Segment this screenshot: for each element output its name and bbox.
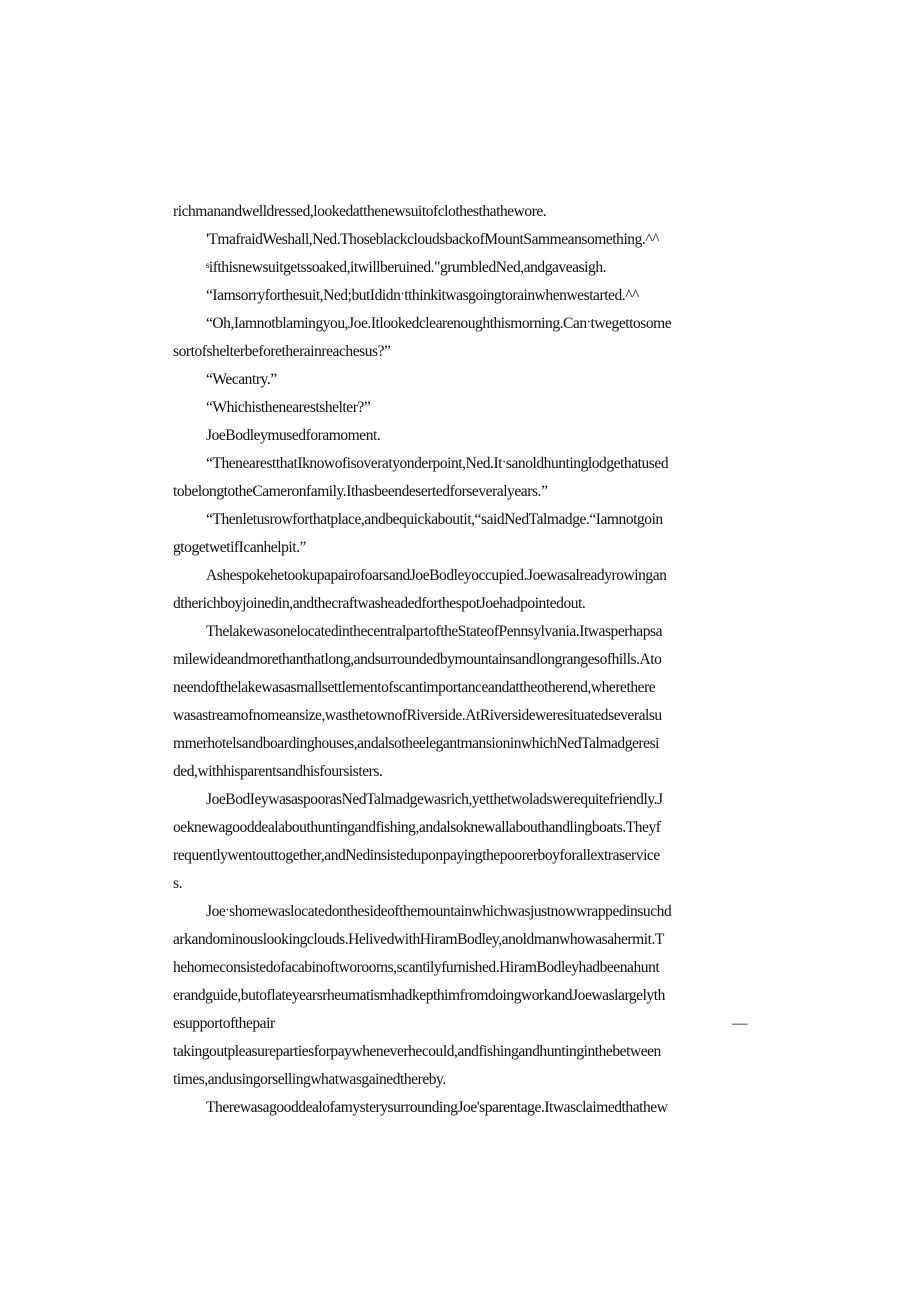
text-line: gtogetwetifIcanhelpit.” xyxy=(173,539,306,556)
text-line: tobelongtotheCameronfamily.Ithasbeendesertedforseveralyears.” xyxy=(173,483,548,500)
em-dash: — xyxy=(731,1015,747,1032)
text-line: times,andusingorsellingwhatwasgainedthereby. xyxy=(173,1071,446,1088)
text-line: “Wecantry.” xyxy=(206,371,277,388)
text-line: wasastreamofnomeansize,wasthetownofRiverside.AtRiversideweresituatedseveralsu xyxy=(173,707,662,724)
text-line: “Whichisthenearestshelter?” xyxy=(206,399,371,416)
text-line: “Oh,Iamnotblamingyou,Joe.Itlookedclearenoughthismorning.Canˑtwegettosome xyxy=(206,315,672,332)
text-line: AshespokehetookupapairofoarsandJoeBodleyoccupied.Joewasalreadyrowingan xyxy=(206,567,667,584)
text-line: arkandominouslookingclouds.HelivedwithHiramBodley,anoldmanwhowasahermit.T xyxy=(173,931,664,948)
body-text xyxy=(173,198,749,1122)
text-line: erandguide,butoflateyearsrheumatismhadkepthimfromdoingworkandJoewaslargelyth xyxy=(173,987,665,1004)
text-line: Joeˑshomewaslocatedonthesideofthemountainwhichwasjustnowwrappedinsuchd xyxy=(206,903,672,920)
text-line: JoeBodIeywasaspoorasNedTalmadgewasrich,yetthetwoladswerequitefriendly.J xyxy=(206,791,663,808)
text-line: s. xyxy=(173,875,183,892)
text-line: ded,withhisparentsandhisfoursisters. xyxy=(173,763,383,780)
text-line-with-dash xyxy=(173,1010,749,1038)
text-line: esupportofthepair xyxy=(173,1015,275,1032)
text-line: neendofthelakewasasmallsettlementofscantimportanceandattheotherend,wherethere xyxy=(173,679,656,696)
text-line: dtherichboyjoinedin,andthecraftwasheadedforthespotJoehadpointedout. xyxy=(173,595,586,612)
text-line: hehomeconsistedofacabinoftworooms,scantilyfurnished.HiramBodleyhadbeenahunt xyxy=(173,959,660,976)
text-line: “Thenletusrowforthatplace,andbequickaboutit,“saidNedTalmadge.“Iamnotgoin xyxy=(206,511,663,528)
text-line: mmerhotelsandboardinghouses,andalsotheelegantmansioninwhichNedTalmadgeresi xyxy=(173,735,660,752)
text-line: richmanandwelldressed,lookedatthenewsuitofclothesthathewore. xyxy=(173,203,547,220)
text-line: sortofshelterbeforetherainreachesus?” xyxy=(173,343,391,360)
text-line: milewideandmorethanthatlong,andsurroundedbymountainsandlongrangesofhills.Ato xyxy=(173,651,662,668)
text-line: TherewasagooddealofamysterysurroundingJoe'sparentage.Itwasclaimedthathew xyxy=(206,1099,668,1116)
text-line: JoeBodleymusedforamoment. xyxy=(206,427,381,444)
text-line: ˢifthisnewsuitgetssoaked,itwillberuined."grumbledNed,andgaveasigh. xyxy=(206,259,607,276)
text-line: “Iamsorryforthesuit,Ned;butIdidnˑtthinkitwasgoingtorainwhenwestarted.^^ xyxy=(206,287,639,304)
text-line: takingoutpleasurepartiesforpaywheneverhecould,andfishingandhuntinginthebetween xyxy=(173,1043,661,1060)
text-line: oeknewagooddealabouthuntingandfishing,andalsoknewallabouthandlingboats.Theyf xyxy=(173,819,661,836)
text-line: “ThenearestthatIknowofisoveratyonderpoint,Ned.Itˑsanoldhuntinglodgethatused xyxy=(206,455,669,472)
text-line: ThelakewasonelocatedinthecentralpartoftheStateofPennsylvania.Itwasperhapsa xyxy=(206,623,663,640)
text-line: 'TmafraidWeshall,Ned.ThoseblackcloudsbackofMountSammeansomething.^^ xyxy=(206,231,659,248)
text-line: requentlywentouttogether,andNedinsisteduponpayingthepoorerboyforallextraservice xyxy=(173,847,660,864)
